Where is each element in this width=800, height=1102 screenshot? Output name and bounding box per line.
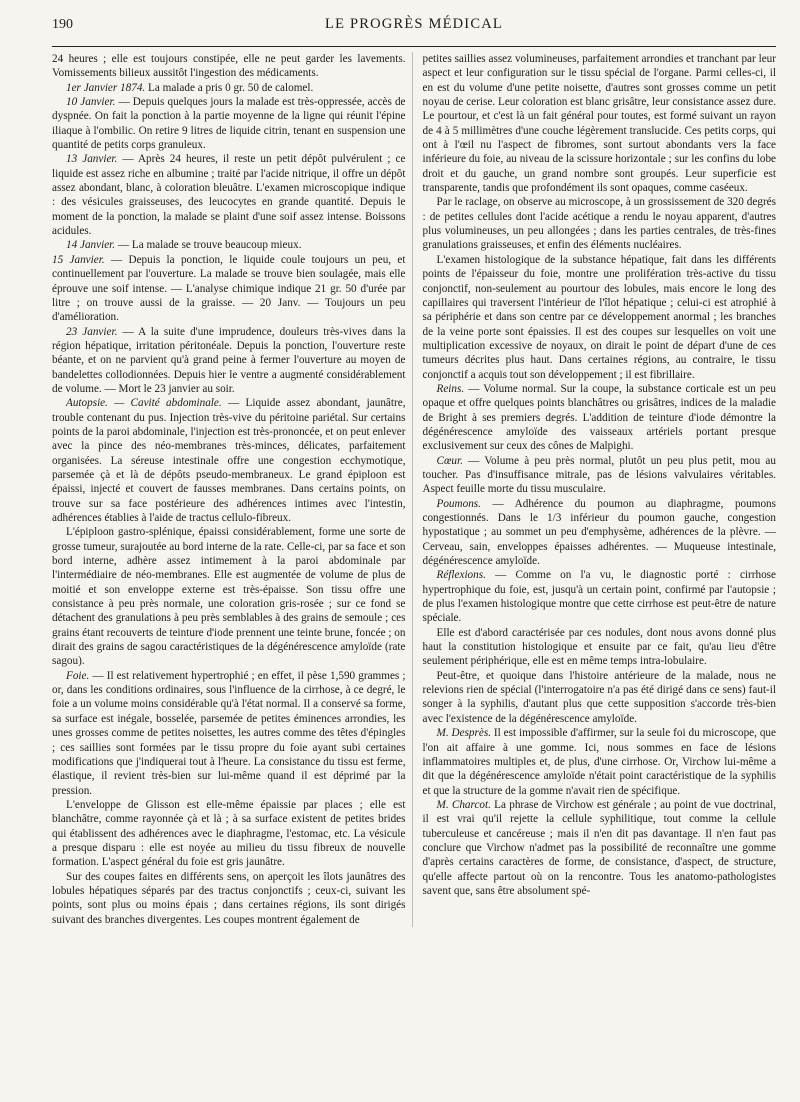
text-columns <box>52 52 776 927</box>
left-column <box>52 52 412 927</box>
right-column <box>412 52 777 927</box>
paragraph-text: Il est impossible d'affirmer, sur la seule foi du microscope, que l'on ait affaire à une gomme. Ici, nous sommes en face de lésions inflammatoires multiples et, de plus, d'une cirrhose. Or, Virchow lui-même a dit que la dégénérescence amyloïde n'était point caractéristique de la syphilis et que la structure de la gomme n'avait rien de spécifique. <box>422 727 776 797</box>
paragraph-text: La malade a pris 0 gr. 50 de calomel. <box>145 81 314 94</box>
page-header <box>52 16 776 44</box>
paragraph-lead: Poumons. <box>436 497 481 510</box>
paragraph-text: — Liquide assez abondant, jaunâtre, trouble contenant du pus. Injection très-vive du péritoine pariétal. Sur certains points de la paroi abdominale, l'injection est très-prononcée, et on peut enlever avec la pince des néo-membranes très-minces, délicates, parfaitement organisées. La séreuse intestinale offre une congestion ecchymotique, parsemée çà et là de dépôts pseudo-membraneux. Le grand épiploon est épaissi, injecté et couvert de fausses membranes. Dans certains points, on trouve sur sa face postérieure des adhérences intimes avec l'intestin, adhérences établies à l'aide de tractus cellulo-fibreux. <box>52 397 406 524</box>
paragraph <box>423 195 777 252</box>
paragraph <box>52 52 406 81</box>
paragraph <box>423 726 777 798</box>
paragraph-text: La phrase de Virchow est générale ; au point de vue doctrinal, il est vrai qu'il rejette la cellule syphilitique, tout comme la cellule tuberculeuse et cancéreuse ; mais il n'en dit pas davantage. Il n'en faut pas conclure que Virchow n'admet pas la possibilité de reconnaître une gomme d'après certains caractères de forme, de consistance, d'aspect, de structure, qu'elle affecte partout où on la rencontre. Tous les anatomo-pathologistes savent que, sans être absolument spé- <box>422 798 776 897</box>
paragraph-text: Peut-être, et quoique dans l'histoire antérieure de la malade, nous ne relevions rien de spécial (l'interrogatoire n'a pas été dirigé dans ce sens) faut-il songer à la syphilis, d'autant plus que cette supposition s'accorde très-bien avec l'existence de la dégénérescence amyloïde. <box>422 669 776 725</box>
paragraph-text: 24 heures ; elle est toujours constipée, elle ne peut garder les lavements. Vomissements bilieux aussitôt l'ingestion des médicaments. <box>52 53 406 80</box>
paragraph <box>423 626 777 669</box>
paragraph-lead: 10 Janvier. <box>66 96 116 109</box>
paragraph-text: — Depuis quelques jours la malade est très-oppressée, accès de dyspnée. On fait la ponction à la partie moyenne de la ligne qui réunit l'épine iliaque à l'ombilic. On retire 9 litres de liquide citrin, tenant en suspension une quantité de petits corps granuleux. <box>52 96 406 152</box>
paragraph-lead: Cœur. <box>436 454 463 467</box>
paragraph <box>52 325 406 397</box>
paragraph <box>52 95 406 152</box>
paragraph-lead: Réflexions. <box>436 569 486 582</box>
paragraph-text: — Volume normal. Sur la coupe, la substance corticale est un peu opaque et offre quelques points blanchâtres ou grisâtres, indices de la maladie de Bright à ses premiers degrés. L'addition de teinture d'iode démontre la dégénérescence amyloïde des vaisseaux artériels portant presque exclusivement sur ceux des cônes de Malpighi. <box>422 382 776 453</box>
page-number: 190 <box>52 17 73 32</box>
paragraph <box>423 568 777 625</box>
paragraph-text: L'épiploon gastro-splénique, épaissi considérablement, forme une sorte de grosse tumeur, surajoutée au bord interne de la rate. Celle-ci, par sa face et son bord interne, adhère assez intimement à la paroi abdominale par l'intermédiaire de néo-membranes. Elle est augmentée de volume de plus de moitié et son enveloppe externe est très-épaisse. Son tissu offre une consistance à peu près normale, une coloration gris-rosée ; sur ce fond se détachent des granulations à peu près semblables à des grains de semoule ; ces grains étant recouverts de teinture d'iode prennent une teinte brune, foncée ; on dirait des grains de sagou caractéristiques de la dégénérescence amyloïde (rate sagou). <box>52 526 406 668</box>
paragraph-lead: Reins. <box>436 382 465 395</box>
paragraph-text: — Depuis la ponction, le liquide coule toujours un peu, et continuellement par l'ouverture. La malade se trouve bien soulagée, mais elle éprouve une soif intense. — L'analyse chimique indique 21 gr. 50 d'urée par litre ; on trouve aussi de la graisse. — 20 Janv. — Toujours un peu d'amélioration. <box>52 253 406 324</box>
paragraph <box>52 396 406 525</box>
paragraph-lead: 23 Janvier. <box>66 325 118 338</box>
header-rule <box>52 46 776 47</box>
paragraph <box>52 669 406 798</box>
paragraph-text: L'examen histologique de la substance hépatique, fait dans les différents points de l'épaisseur du foie, montre une prolifération très-active du tissu conjonctif, non-seulement au pourtour des lobules, mais encore le long des capillaires qui traversent l'intérieur de l'îlot hépatique ; celui-ci est atrophié à sa périphérie et dans son centre par ce développement anormal ; les branches de la veine porte sont épaissies. Il est des coupes sur lesquelles on voit une multiplication excessive de noyaux, on dirait le point de départ d'une de ces tumeurs décrites plus haut. Dans certaines régions, au contraire, le tissu conjonctif a acquis tout son développement ; il est fibrillaire. <box>422 253 776 381</box>
paragraph-text: — Après 24 heures, il reste un petit dépôt pulvérulent ; ce liquide est assez riche en albumine ; traité par l'acide nitrique, il offre un dépôt assez abondant, blanc, à coloration bleuâtre. L'examen microscopique indique : des vésicules graisseuses, des leucocytes en grande quantité. Depuis le moment de la ponction, la malade se plaint d'une soif assez intense. Boissons acidules. <box>52 153 406 238</box>
paragraph-lead: 15 Janvier. <box>52 253 105 266</box>
paragraph <box>423 253 777 382</box>
paragraph-text: Sur des coupes faites en différents sens, on aperçoit les îlots jaunâtres des lobules hépatiques séparés par des tractus conjonctifs ; ceux-ci, suivant les points, sont plus ou moins épais ; dans certaines régions, ils sont dirigés suivant des branches divergentes. Les coupes montrent également de <box>52 870 406 926</box>
paragraph-lead: Foie. <box>66 669 90 682</box>
paragraph-text: Elle est d'abord caractérisée par ces nodules, dont nous avons donné plus haut la constitution histologique et ensuite par ce fait, qu'au lieu d'être seulement périphérique, elle est en même temps intra-lobulaire. <box>422 626 776 668</box>
paragraph-text: — A la suite d'une imprudence, douleurs très-vives dans la région hépatique, irritation péritonéale. Depuis la ponction, l'ouverture reste béante, et on ne parvient qu'à grand peine à fermer l'ouverture au moyen de bandelettes collodionnées. Depuis hier le ventre a augmenté considérablement de volume. — Mort le 23 janvier au soir. <box>52 325 406 395</box>
paragraph <box>52 798 406 870</box>
paragraph <box>52 81 406 95</box>
paragraph-lead: M. Charcot. <box>436 798 491 811</box>
paragraph <box>423 52 777 195</box>
paragraph-lead: 13 Janvier. <box>66 153 118 166</box>
paragraph <box>52 253 406 325</box>
paragraph <box>52 525 406 668</box>
paragraph-text: — Adhérence du poumon au diaphragme, poumons congestionnés. Dans le 1/3 inférieur du poumon gauche, congestion hypostatique ; au sommet un peu d'emphysème, adhérences de la plèvre. — Cerveau, sain, enveloppes épaisses adhérentes. — Muqueuse intestinale, dégénérescence amyloïde. <box>422 497 776 568</box>
running-title: LE PROGRÈS MÉDICAL <box>325 16 503 32</box>
paragraph <box>52 870 406 927</box>
paragraph-text: — Volume à peu près normal, plutôt un peu plus petit, mou au toucher. Pas d'insuffisance mitrale, pas de lésions valvulaires véritables. Aspect feuille morte du tissu musculaire. <box>422 454 776 496</box>
paragraph-text: — Il est relativement hypertrophié ; en effet, il pèse 1,590 grammes ; or, dans les conditions ordinaires, sous l'influence de la cirrhose, à ce degré, le foie a un volume moins considérable qu'à l'état normal. Il a conservé sa forme, sa surface est inégale, bosselée, parsemée de petites éminences arrondies, les unes grosses comme de petites noisettes, les autres comme des têtes d'épingles ; ces saillies sont formées par le tissu propre du foie ayant subi certaines modifications que j'indiquerai tout à l'heure. La consistance du tissu est ferme, élastique, il revient très-bien sur lui-même quand il est déprimé par la pression. <box>52 669 406 797</box>
paragraph <box>52 152 406 238</box>
paragraph-text: Par le raclage, on observe au microscope, à un grossissement de 320 degrés : de petites cellules dont l'acide acétique a rendu le noyau apparent, d'autres plus volumineuses, un peu allongées ; dans les parties centrales, de très-fines granulations graisseuses, et enfin des éléments nucléaires. <box>422 196 776 252</box>
paragraph-text: L'enveloppe de Glisson est elle-même épaissie par places ; elle est blanchâtre, comme rayonnée çà et là ; à sa surface existent de petites brides qui établissent des adhérences avec le diaphragme, l'estomac, etc. La vésicule a presque disparu : elle est noyée au milieu du tissu fibreux de nouvelle formation. L'aspect général du foie est gris jaunâtre. <box>52 798 406 869</box>
paragraph <box>423 497 777 569</box>
paragraph-text: petites saillies assez volumineuses, parfaitement arrondies et tranchant par leur aspect et leur configuration sur le tissu spécial de l'organe. Parmi celles-ci, il en est du volume d'une petite noisette, d'autres sont grosses comme un petit noyau de cerise. Leur coloration est blanc grisâtre, leur consistance assez dure. Le pourtour, et c'est là un fait général pour toutes, est formé suivant un rayon de 4 à 5 millimètres d'une couche légèrement translucide. Ces petits corps, qui ont à l'œil nu l'aspect de fibromes, sont surtout abondants vers la face inférieure du foie, au niveau de la scissure horizontale ; sur les confins du lobe droit et du gauche, un grand nombre sont groupés. Leur superficie est transparente, tandis que profondément ils sont opaques, comme caséeux. <box>422 53 776 195</box>
paragraph <box>423 798 777 898</box>
paragraph-lead: 1er Janvier 1874. <box>66 81 146 94</box>
paragraph <box>52 238 406 252</box>
paragraph <box>423 382 777 454</box>
paragraph-lead: Autopsie. — Cavité abdominale. <box>66 397 222 410</box>
paragraph <box>423 669 777 726</box>
paragraph <box>423 454 777 497</box>
paragraph-text: — La malade se trouve beaucoup mieux. <box>115 239 302 252</box>
paragraph-lead: M. Desprès. <box>436 727 491 740</box>
paragraph-text: — Comme on l'a vu, le diagnostic porté : cirrhose hypertrophique du foie, est, jusqu'à un certain point, confirmé par l'autopsie ; de plus l'examen histologique montre que cette cirrhose est peut-être de nature spéciale. <box>422 569 776 625</box>
paragraph-lead: 14 Janvier. <box>66 239 116 252</box>
